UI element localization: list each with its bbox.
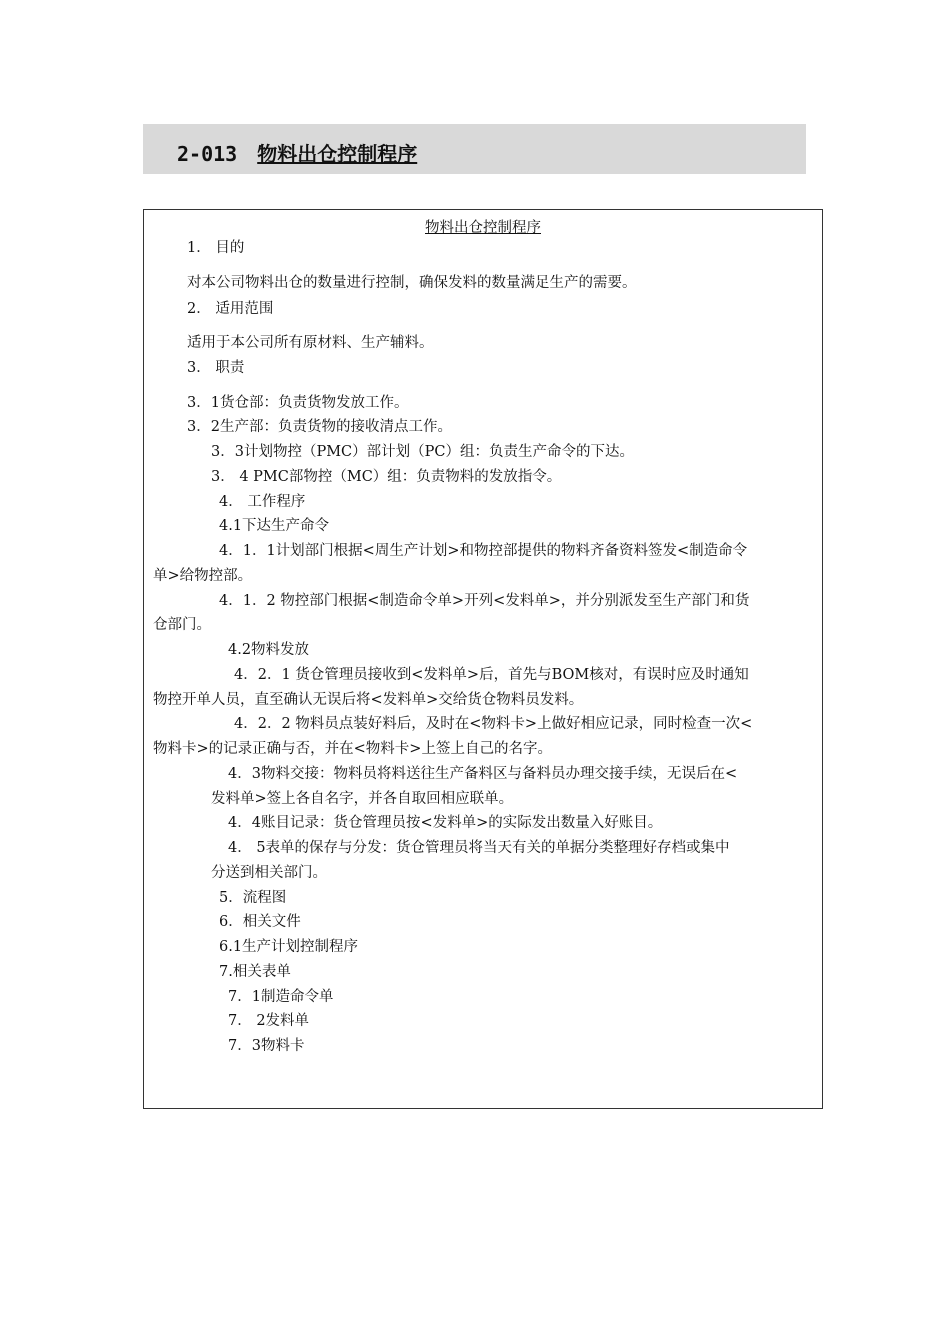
section-heading: 6．相关文件 (219, 914, 301, 930)
section-code: 2-013 (177, 142, 238, 166)
list-item: 6.1生产计划控制程序 (219, 939, 359, 955)
subsection-heading: 4.2物料发放 (228, 642, 310, 658)
paragraph: 物控开单人员，直至确认无误后将<发料单>交给货仓物料员发料。 (153, 692, 584, 708)
header-bar (143, 124, 806, 174)
paragraph: 4．2．2 物料员点装好料后，及时在<物料卡>上做好相应记录，同时检查一次< (234, 716, 753, 732)
section-heading: 5．流程图 (219, 890, 287, 906)
paragraph: 4．1．2 物控部门根据<制造命令单>开列<发料单>，并分别派发至生产部门和货 (219, 593, 750, 609)
paragraph: 4．4账目记录：货仓管理员按<发料单>的实际发出数量入好账目。 (228, 815, 663, 831)
section-heading: 4． 工作程序 (219, 494, 306, 510)
paragraph: 3．1货仓部：负责货物发放工作。 (187, 395, 409, 411)
list-item: 7． 2发料单 (228, 1013, 310, 1029)
paragraph: 对本公司物料出仓的数量进行控制，确保发料的数量满足生产的需要。 (187, 275, 637, 291)
paragraph: 分送到相关部门。 (211, 865, 327, 881)
paragraph: 发料单>签上各自名字，并各自取回相应联单。 (211, 791, 514, 807)
document-box (143, 209, 823, 1109)
section-heading: 2． 适用范围 (187, 301, 274, 317)
subsection-heading: 4.1下达生产命令 (219, 518, 330, 534)
document-title: 物料出仓控制程序 (425, 220, 541, 236)
section-heading: 7.相关表单 (219, 964, 291, 980)
paragraph: 单>给物控部。 (153, 568, 253, 584)
list-item: 7．1制造命令单 (228, 989, 334, 1005)
section-title: 物料出仓控制程序 (257, 142, 418, 166)
section-heading: 3． 职责 (187, 360, 245, 376)
paragraph: 4． 5表单的保存与分发：货仓管理员将当天有关的单据分类整理好存档或集中 (228, 840, 730, 856)
section-heading: 1． 目的 (187, 240, 245, 256)
paragraph: 适用于本公司所有原材料、生产辅料。 (187, 335, 434, 351)
paragraph: 仓部门。 (153, 617, 211, 633)
paragraph: 3．3计划物控（PMC）部计划（PC）组：负责生产命令的下达。 (211, 444, 634, 460)
paragraph: 物料卡>的记录正确与否，并在<物料卡>上签上自己的名字。 (153, 741, 552, 757)
paragraph: 4．1．1计划部门根据<周生产计划>和物控部提供的物料齐备资料签发<制造命令 (219, 543, 748, 559)
paragraph: 3． 4 PMC部物控（MC）组：负责物料的发放指令。 (211, 469, 562, 485)
paragraph: 4．3物料交接：物料员将料送往生产备料区与备料员办理交接手续，无误后在< (228, 766, 738, 782)
page-title (177, 138, 417, 167)
paragraph: 3．2生产部：负责货物的接收清点工作。 (187, 419, 452, 435)
list-item: 7．3物料卡 (228, 1038, 305, 1054)
paragraph: 4．2．1 货仓管理员接收到<发料单>后，首先与BOM核对，有误时应及时通知 (234, 667, 749, 683)
